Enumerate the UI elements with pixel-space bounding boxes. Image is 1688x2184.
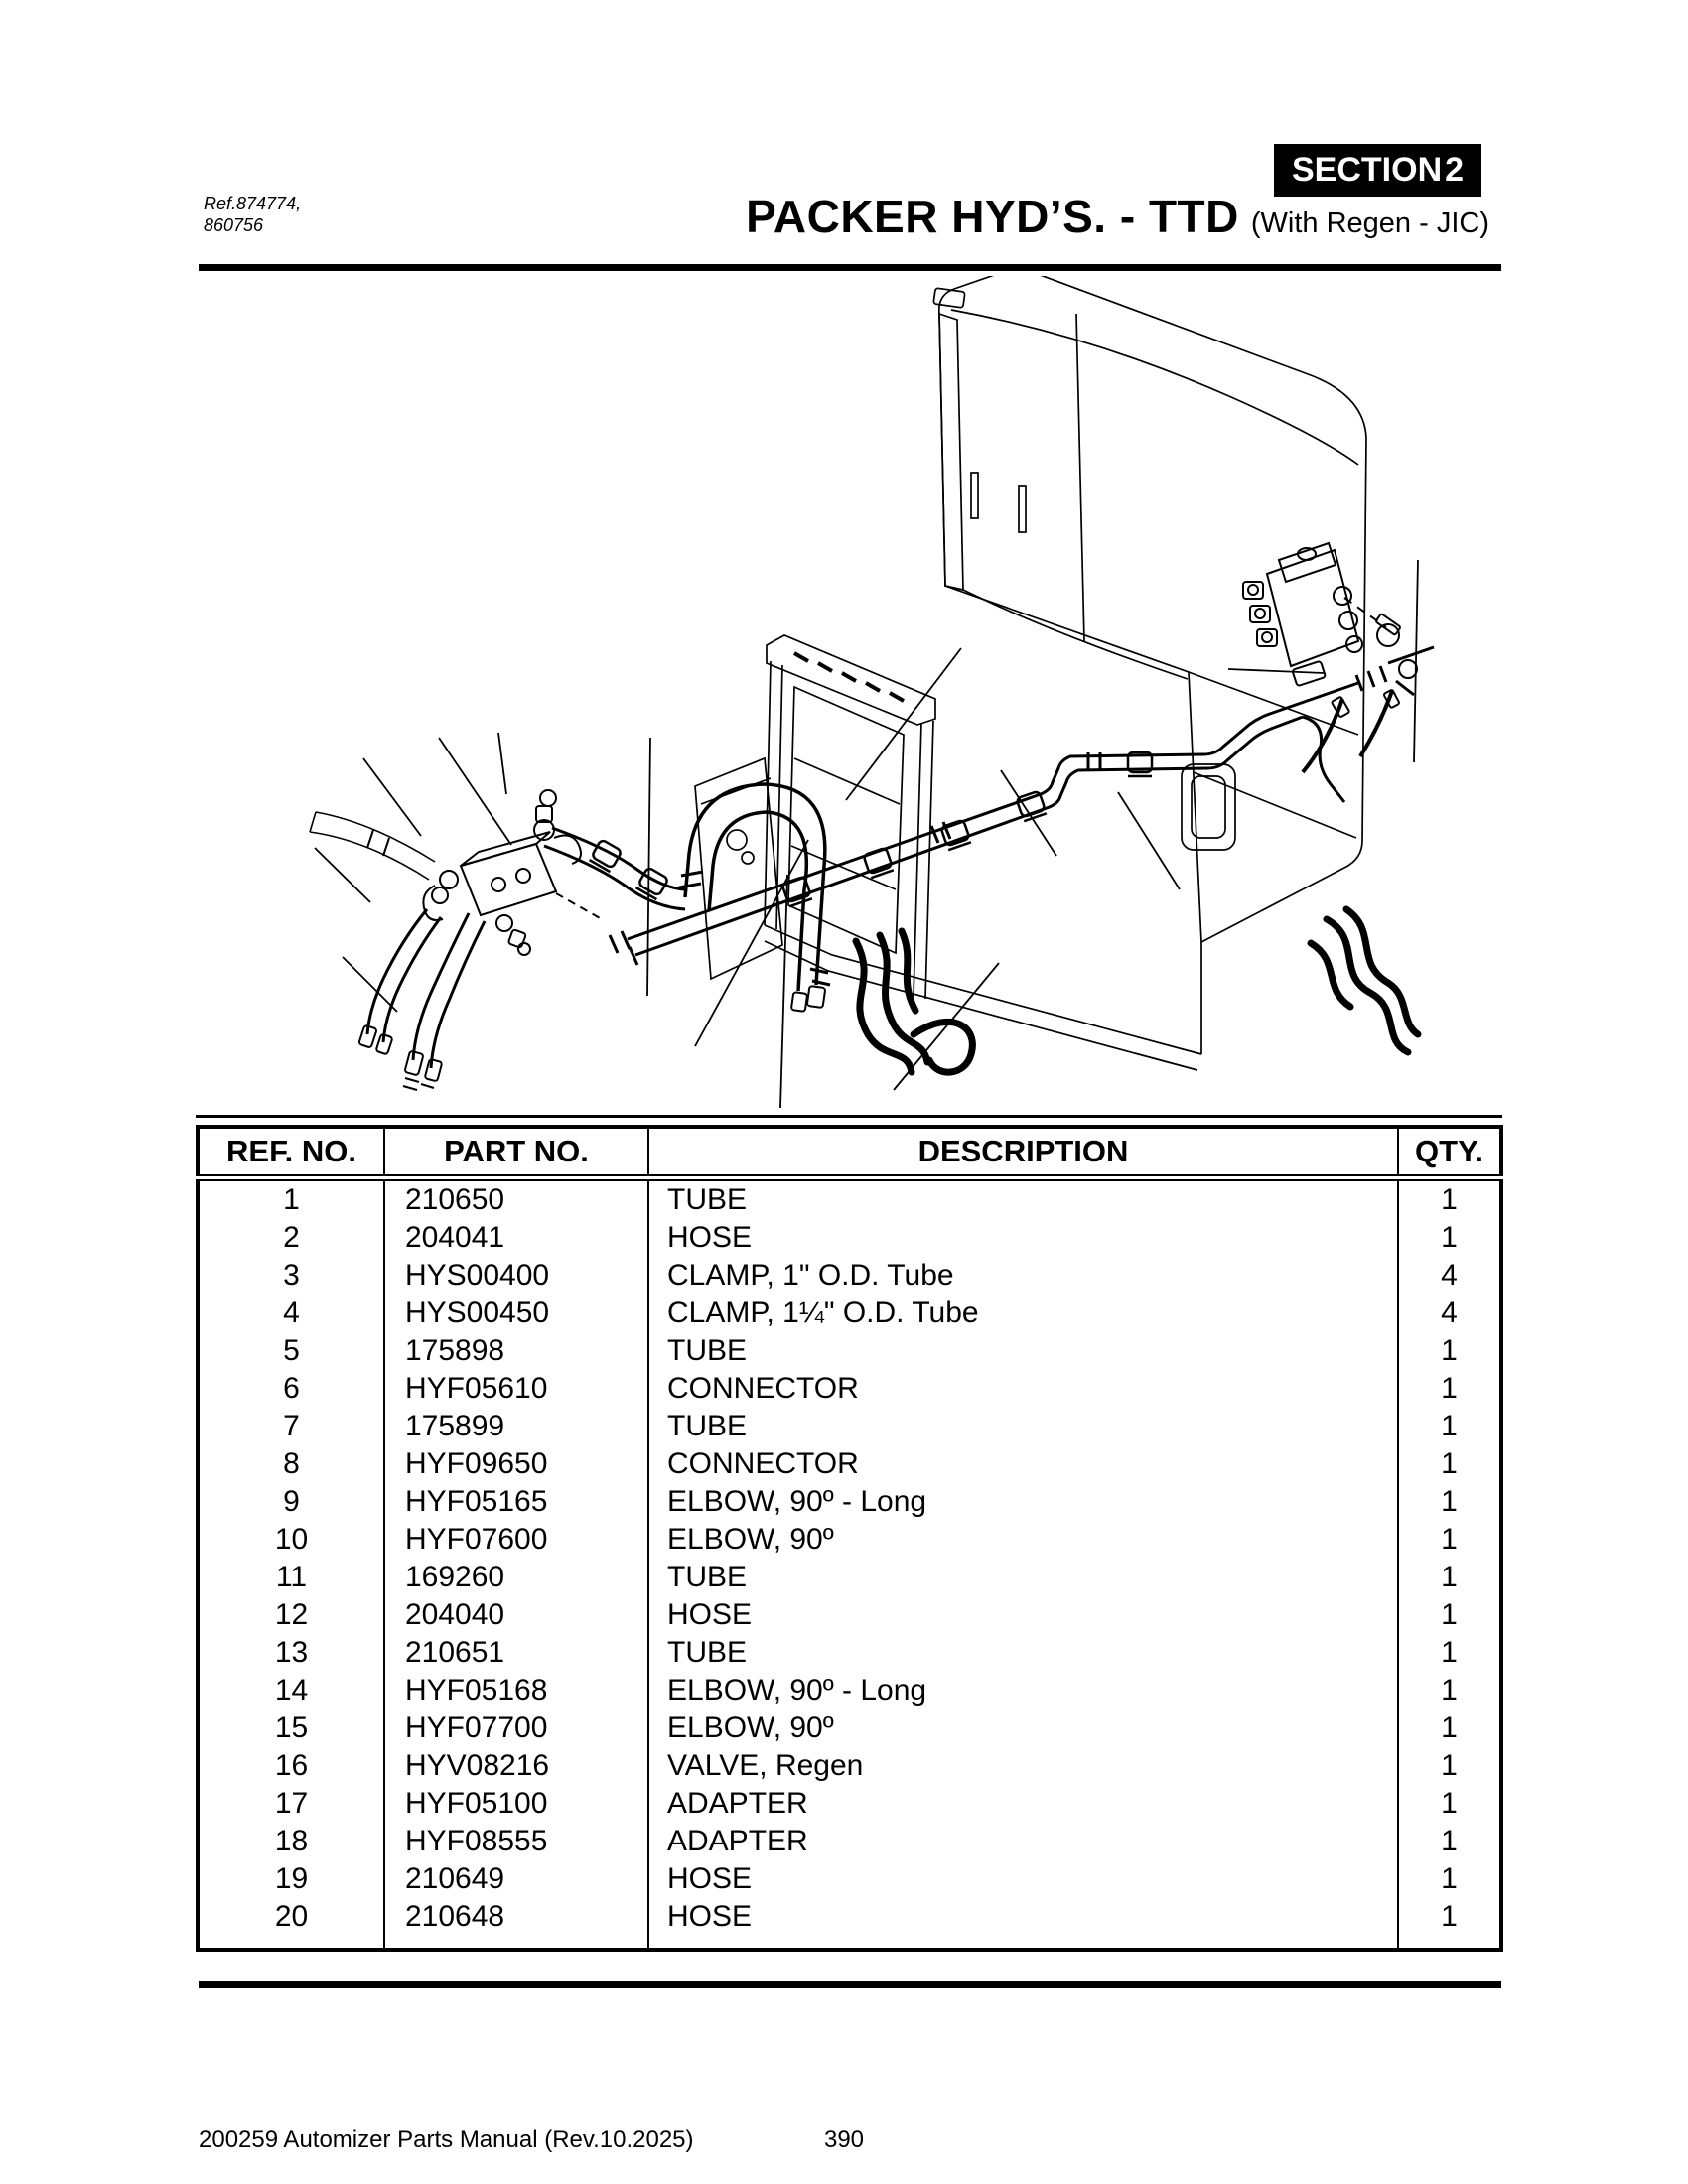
desc-cell: CONNECTOR [648, 1370, 1398, 1408]
table-row [198, 1634, 1501, 1672]
desc-cell: CONNECTOR [648, 1445, 1398, 1483]
ref-cell: 4 [198, 1295, 384, 1332]
desc-cell: HOSE [648, 1596, 1398, 1634]
qty-cell: 1 [1398, 1408, 1501, 1445]
page-title-row [746, 190, 1489, 243]
qty-cell: 1 [1398, 1559, 1501, 1596]
tube-run-drawing [544, 647, 1434, 965]
table-row [198, 1559, 1501, 1596]
qty-cell: 1 [1398, 1672, 1501, 1709]
desc-cell: TUBE [648, 1332, 1398, 1370]
desc-cell: ADAPTER [648, 1785, 1398, 1823]
qty-cell: 1 [1398, 1370, 1501, 1408]
section-label: SECTION [1292, 151, 1443, 189]
part-cell: 204040 [384, 1596, 648, 1634]
qty-cell: 1 [1398, 1823, 1501, 1860]
part-cell: 210650 [384, 1178, 648, 1220]
ref-cell: 15 [198, 1709, 384, 1747]
table-row [198, 1178, 1501, 1220]
part-cell: 204041 [384, 1219, 648, 1257]
desc-cell: ELBOW, 90º [648, 1521, 1398, 1559]
ref-cell: 19 [198, 1860, 384, 1898]
col-header-ref: REF. NO. [198, 1127, 384, 1178]
qty-cell: 1 [1398, 1521, 1501, 1559]
desc-cell: TUBE [648, 1408, 1398, 1445]
ref-cell: 7 [198, 1408, 384, 1445]
ref-cell: 17 [198, 1785, 384, 1823]
part-cell: 175899 [384, 1408, 648, 1445]
ref-cell: 8 [198, 1445, 384, 1483]
part-cell: HYF09650 [384, 1445, 648, 1483]
part-cell: 175898 [384, 1332, 648, 1370]
ref-cell: 18 [198, 1823, 384, 1860]
part-cell: 210649 [384, 1860, 648, 1898]
ref-cell: 20 [198, 1898, 384, 1950]
part-cell: HYF07600 [384, 1521, 648, 1559]
section-number: 2 [1445, 151, 1464, 189]
table-row [198, 1257, 1501, 1295]
qty-cell: 1 [1398, 1785, 1501, 1823]
ref-line-2: 860756 [204, 215, 264, 235]
desc-cell: CLAMP, 1" O.D. Tube [648, 1257, 1398, 1295]
footer-rule [199, 1981, 1501, 1988]
part-cell: HYF05165 [384, 1483, 648, 1521]
ref-cell: 10 [198, 1521, 384, 1559]
qty-cell: 4 [1398, 1295, 1501, 1332]
reference-numbers [204, 193, 301, 236]
ref-cell: 3 [198, 1257, 384, 1295]
desc-cell: TUBE [648, 1178, 1398, 1220]
part-cell: HYF08555 [384, 1823, 648, 1860]
desc-cell: ELBOW, 90º [648, 1709, 1398, 1747]
desc-cell: HOSE [648, 1219, 1398, 1257]
table-row [198, 1823, 1501, 1860]
ref-cell: 12 [198, 1596, 384, 1634]
table-row [198, 1785, 1501, 1823]
table-row [198, 1521, 1501, 1559]
regen-valve-drawing [1243, 543, 1417, 772]
part-cell: HYF05168 [384, 1672, 648, 1709]
desc-cell: HOSE [648, 1860, 1398, 1898]
parts-table [196, 1125, 1503, 1952]
hose-drawing [310, 784, 830, 1090]
ref-cell: 2 [198, 1219, 384, 1257]
part-cell: HYF05610 [384, 1370, 648, 1408]
qty-cell: 1 [1398, 1178, 1501, 1220]
ref-cell: 9 [198, 1483, 384, 1521]
table-header-row [198, 1127, 1501, 1178]
page-title: PACKER HYD’S. - TTD [746, 191, 1239, 242]
table-row [198, 1483, 1501, 1521]
desc-cell: ELBOW, 90º - Long [648, 1672, 1398, 1709]
table-row [198, 1370, 1501, 1408]
part-cell: 169260 [384, 1559, 648, 1596]
qty-cell: 1 [1398, 1860, 1501, 1898]
desc-cell: ELBOW, 90º - Long [648, 1483, 1398, 1521]
ref-cell: 1 [198, 1178, 384, 1220]
qty-cell: 1 [1398, 1483, 1501, 1521]
table-row [198, 1898, 1501, 1950]
table-row [198, 1860, 1501, 1898]
qty-cell: 1 [1398, 1445, 1501, 1483]
table-row [198, 1295, 1501, 1332]
qty-cell: 1 [1398, 1219, 1501, 1257]
ref-cell: 11 [198, 1559, 384, 1596]
page-subtitle: (With Regen - JIC) [1250, 207, 1489, 239]
desc-cell: ADAPTER [648, 1823, 1398, 1860]
ref-cell: 5 [198, 1332, 384, 1370]
col-header-qty: QTY. [1398, 1127, 1501, 1178]
desc-cell: TUBE [648, 1634, 1398, 1672]
table-top-rule [196, 1115, 1502, 1118]
part-cell: HYF05100 [384, 1785, 648, 1823]
header-rule [199, 264, 1501, 271]
manifold-drawing [423, 790, 602, 955]
footer-manual-info: 200259 Automizer Parts Manual (Rev.10.2025) [199, 2126, 694, 2153]
desc-cell: TUBE [648, 1559, 1398, 1596]
footer-page-number: 390 [823, 2126, 865, 2153]
ref-cell: 16 [198, 1747, 384, 1785]
qty-cell: 1 [1398, 1709, 1501, 1747]
qty-cell: 1 [1398, 1596, 1501, 1634]
qty-cell: 1 [1398, 1747, 1501, 1785]
qty-cell: 1 [1398, 1898, 1501, 1950]
parts-diagram [199, 276, 1501, 1115]
table-row [198, 1596, 1501, 1634]
truck-body-drawing [695, 276, 1366, 1070]
table-row [198, 1672, 1501, 1709]
ref-cell: 13 [198, 1634, 384, 1672]
table-row [198, 1445, 1501, 1483]
table-row [198, 1408, 1501, 1445]
part-cell: 210651 [384, 1634, 648, 1672]
table-row [198, 1219, 1501, 1257]
ref-cell: 14 [198, 1672, 384, 1709]
desc-cell: HOSE [648, 1898, 1398, 1950]
part-cell: HYS00400 [384, 1257, 648, 1295]
part-cell: HYS00450 [384, 1295, 648, 1332]
qty-cell: 4 [1398, 1257, 1501, 1295]
desc-cell: VALVE, Regen [648, 1747, 1398, 1785]
part-cell: HYF07700 [384, 1709, 648, 1747]
ref-cell: 6 [198, 1370, 384, 1408]
part-cell: 210648 [384, 1898, 648, 1950]
part-cell: HYV08216 [384, 1747, 648, 1785]
table-row [198, 1332, 1501, 1370]
hose-bundle-right-drawing [1311, 909, 1418, 1052]
ref-line-1: Ref.874774, [204, 194, 302, 213]
col-header-part: PART NO. [384, 1127, 648, 1178]
table-row [198, 1747, 1501, 1785]
qty-cell: 1 [1398, 1634, 1501, 1672]
desc-cell: CLAMP, 1¼" O.D. Tube [648, 1295, 1398, 1332]
col-header-desc: DESCRIPTION [648, 1127, 1398, 1178]
table-row [198, 1709, 1501, 1747]
qty-cell: 1 [1398, 1332, 1501, 1370]
